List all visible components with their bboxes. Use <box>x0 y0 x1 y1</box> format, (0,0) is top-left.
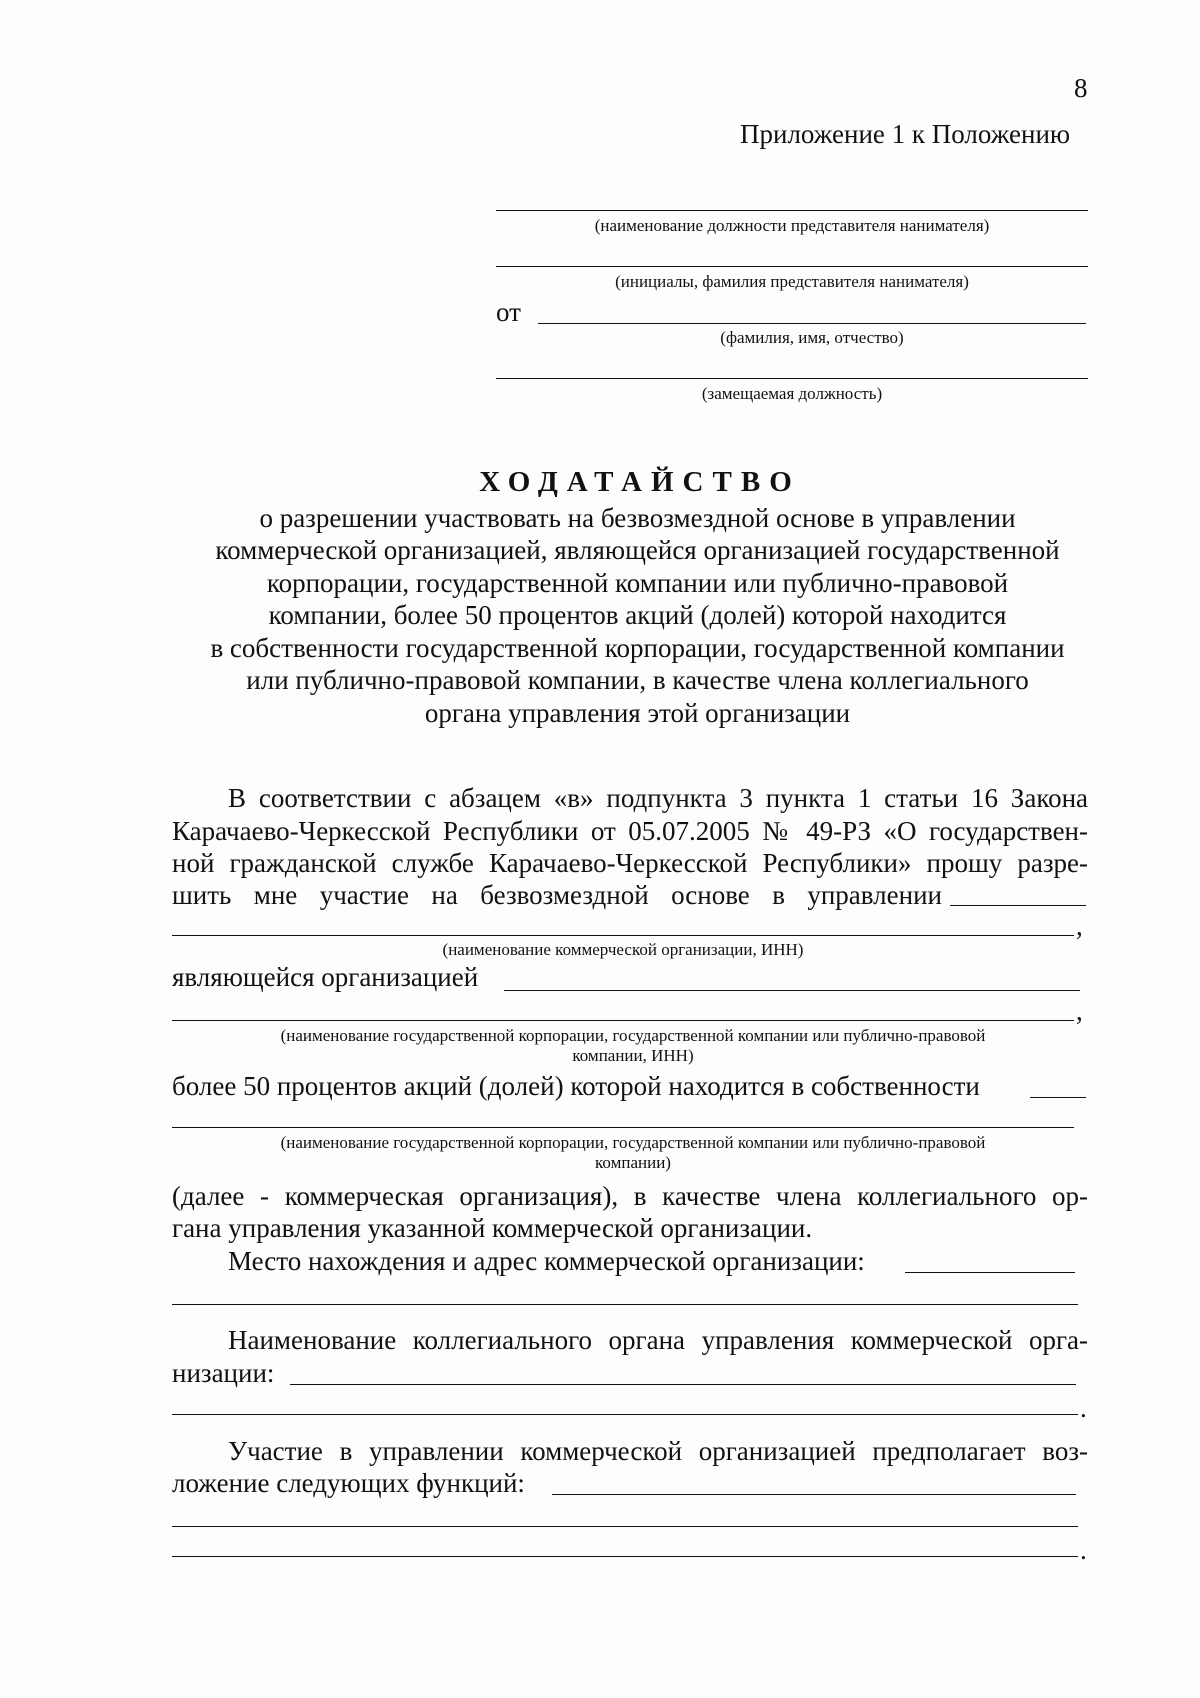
body-line: Наименование коллегиального органа управления коммерческой орга- <box>228 1325 1088 1355</box>
post-caption: (замещаемая должность) <box>701 384 883 403</box>
address-label: Место нахождения и адрес коммерческой организации: <box>228 1246 865 1276</box>
body-line: более 50 процентов акций (долей) которой находится в собственности <box>172 1071 980 1101</box>
position-caption: (наименование должности представителя нанимателя) <box>594 216 990 235</box>
management-field[interactable] <box>950 905 1086 906</box>
subtitle-line: о разрешении участвовать на безвозмездной основе в управлении <box>259 503 1016 533</box>
appendix-label: Приложение 1 к Положению <box>740 119 1071 149</box>
body-line: Участие в управлении коммерческой организацией предполагает воз- <box>228 1436 1088 1466</box>
subtitle-line: коммерческой организацией, являющейся организацией государственной <box>215 535 1060 565</box>
collegial-body-field-2[interactable] <box>172 1414 1078 1415</box>
ownership-field-2[interactable] <box>172 1127 1074 1128</box>
subtitle-line: корпорации, государственной компании или публично-правовой <box>266 568 1009 598</box>
state-corp-caption: компании, ИНН) <box>572 1046 694 1065</box>
from-label: от <box>496 297 521 327</box>
post-field[interactable] <box>496 378 1088 379</box>
address-field-2[interactable] <box>172 1304 1078 1305</box>
body-line: ной гражданской службе Карачаево-Черкесской Республики» прошу разре- <box>172 848 1088 878</box>
body-line: В соответствии с абзацем «в» подпункта 3 пункта 1 статьи 16 Закона <box>228 783 1088 813</box>
initials-field[interactable] <box>496 266 1088 267</box>
body-line: ложение следующих функций: <box>172 1468 525 1498</box>
comma: , <box>1076 996 1083 1026</box>
document-title: ХОДАТАЙСТВО <box>479 466 801 498</box>
period: . <box>1080 1393 1087 1423</box>
body-line: Карачаево-Черкесской Республики от 05.07.2005 № 49-РЗ «О государствен- <box>172 816 1088 846</box>
ownership-field[interactable] <box>1030 1097 1086 1098</box>
initials-caption: (инициалы, фамилия представителя нанимателя) <box>615 272 969 291</box>
functions-field-3[interactable] <box>172 1556 1078 1557</box>
collegial-body-field[interactable] <box>290 1384 1076 1385</box>
period: . <box>1080 1535 1087 1565</box>
body-line: низации: <box>172 1358 275 1388</box>
functions-field-2[interactable] <box>172 1526 1078 1527</box>
functions-field[interactable] <box>552 1494 1076 1495</box>
commercial-org-field[interactable] <box>172 935 1074 936</box>
subtitle-line: компании, более 50 процентов акций (долей) которой находится <box>268 600 1007 630</box>
position-field[interactable] <box>496 210 1088 211</box>
subtitle-line: в собственности государственной корпорации, государственной компании <box>210 633 1065 663</box>
being-org-label: являющейся организацией <box>172 962 479 992</box>
page-number: 8 <box>1074 73 1088 103</box>
subtitle-line: или публично-правовой компании, в качестве члена коллегиального <box>246 665 1029 695</box>
commercial-org-caption: (наименование коммерческой организации, ИНН) <box>442 940 804 959</box>
body-line: шить мне участие на безвозмездной основе в управлении <box>172 880 942 910</box>
fio-caption: (фамилия, имя, отчество) <box>720 328 904 347</box>
state-corp-field-2[interactable] <box>172 1020 1074 1021</box>
body-line: гана управления указанной коммерческой организации. <box>172 1213 813 1243</box>
state-corp-caption: (наименование государственной корпорации, государственной компании или публично-правовой <box>280 1026 986 1045</box>
ownership-caption: компании) <box>595 1153 671 1172</box>
address-field[interactable] <box>905 1272 1075 1273</box>
state-corp-field[interactable] <box>504 990 1080 991</box>
fio-field[interactable] <box>538 323 1086 324</box>
ownership-caption: (наименование государственной корпорации, государственной компании или публично-правовой <box>280 1133 986 1152</box>
subtitle-line: органа управления этой организации <box>424 698 851 728</box>
comma: , <box>1076 911 1083 941</box>
body-line: (далее - коммерческая организация), в качестве члена коллегиального ор- <box>172 1181 1088 1211</box>
